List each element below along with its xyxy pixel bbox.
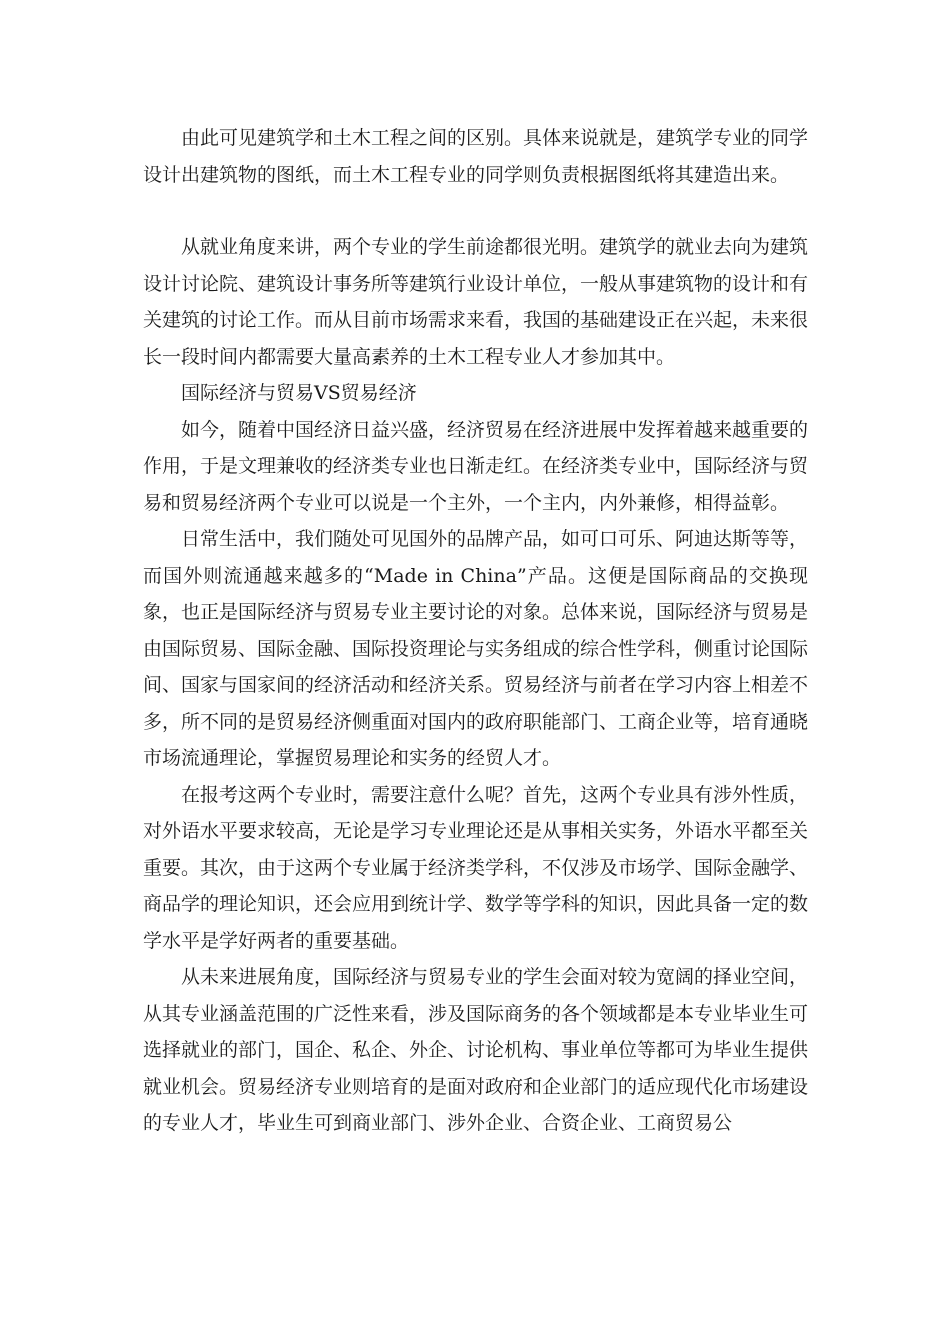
section-heading-trade: 国际经济与贸易VS贸易经济	[181, 382, 417, 404]
paragraph-future-development: 从未来进展角度，国际经济与贸易专业的学生会面对较为宽阔的择业空间，从其专业涵盖范围的广泛性来看，涉及国际商务的各个领域都是本专业毕业生可选择就业的部门，国企、私企、外企、讨论机构、事业单位等都可为毕业生提供就业机会。贸易经济专业则培育的是面对政府和企业部门的适应现代化市场建设的专业人才，毕业生可到商业部门、涉外企业、合资企业、工商贸易公	[143, 966, 809, 1134]
paragraph-application-notes: 在报考这两个专业时，需要注意什么呢？首先，这两个专业具有涉外性质，对外语水平要求较高，无论是学习专业理论还是从事相关实务，外语水平都至关重要。其次，由于这两个专业属于经济类学科，不仅涉及市场学、国际金融学、商品学的理论知识，还会应用到统计学、数学等学科的知识，因此具备一定的数学水平是学好两者的重要基础。	[143, 783, 809, 952]
paragraph-architecture-vs-civil: 由此可见建筑学和土木工程之间的区别。具体来说就是，建筑学专业的同学设计出建筑物的图纸，而土木工程专业的同学则负责根据图纸将其建造出来。	[143, 127, 809, 186]
paragraph-economy-intro: 如今，随着中国经济日益兴盛，经济贸易在经济进展中发挥着越来越重要的作用，于是文理兼收的经济类专业也日渐走红。在经济类专业中，国际经济与贸易和贸易经济两个专业可以说是一个主外，一个主内，内外兼修，相得益彰。	[143, 418, 809, 514]
document-body	[143, 120, 808, 1142]
paragraph-employment-prospects: 从就业角度来讲，两个专业的学生前途都很光明。建筑学的就业去向为建筑设计讨论院、建筑设计事务所等建筑行业设计单位，一般从事建筑物的设计和有关建筑的讨论工作。而从目前市场需求来看，我国的基础建设正在兴起，未来很长一段时间内都需要大量高素养的土木工程专业人才参加其中。	[143, 236, 809, 368]
paragraph-made-in-china: 日常生活中，我们随处可见国外的品牌产品，如可口可乐、阿迪达斯等等，而国外则流通越来越多的“Made in China”产品。这便是国际商品的交换现象，也正是国际经济与贸易专业主要讨论的对象。总体来说，国际经济与贸易是由国际贸易、国际金融、国际投资理论与实务组成的综合性学科，侧重讨论国际间、国家与国家间的经济活动和经济关系。贸易经济与前者在学习内容上相差不多，所不同的是贸易经济侧重面对国内的政府职能部门、工商企业等，培育通晓市场流通理论，掌握贸易理论和实务的经贸人才。	[143, 528, 809, 769]
